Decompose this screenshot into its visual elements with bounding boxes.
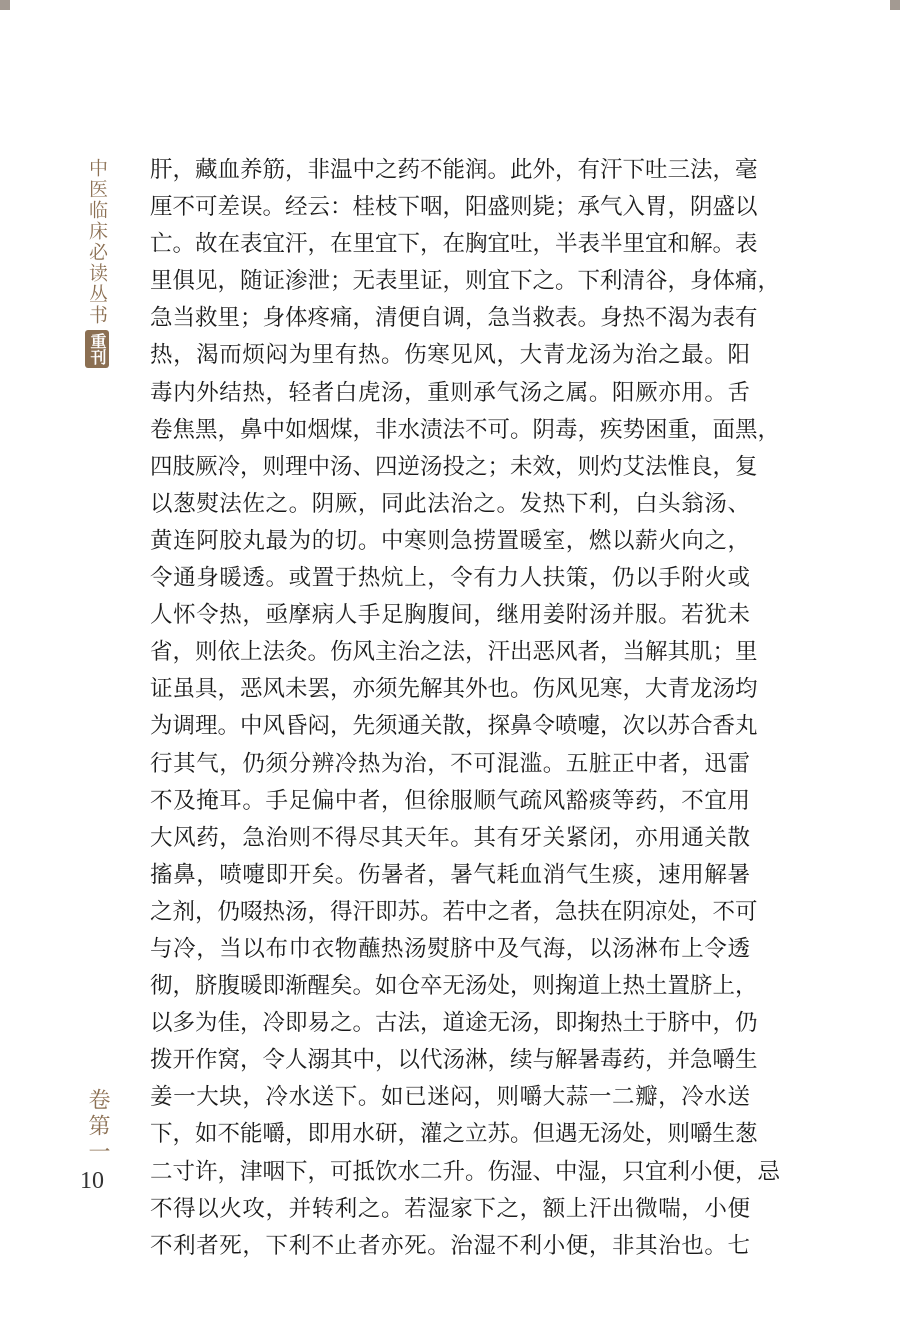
- corner-mark-right: [890, 0, 900, 10]
- text-line: 为调理。中风昏闷，先须通关散，探鼻令喷嚏，次以苏合香丸: [150, 713, 758, 740]
- text-line: 大风药，急治则不得尽其天年。其有牙关紧闭，亦用通关散: [150, 824, 750, 851]
- text-line: 省，则依上法灸。伤风主治之法，汗出恶风者，当解其肌；里: [150, 639, 758, 666]
- text-line: 姜一大块，冷水送下。如已迷闷，则嚼大蒜一二瓣，冷水送: [150, 1084, 750, 1111]
- text-line: 四肢厥冷，则理中汤、四逆汤投之；未效，则灼艾法惟良，复: [150, 453, 758, 480]
- text-line: 行其气，仍须分辨冷热为治，不可混滥。五脏正中者，迅雷: [150, 750, 750, 777]
- text-line: 与冷，当以布巾衣物蘸热汤熨脐中及气海，以汤淋布上令透: [150, 935, 750, 962]
- text-line: 以葱熨法佐之。阴厥，同此法治之。发热下利，白头翁汤、: [150, 490, 750, 517]
- text-line: 肝，藏血养筋，非温中之药不能润。此外，有汗下吐三法，毫: [150, 157, 758, 183]
- text-line: 人怀令热，亟摩病人手足胸腹间，继用姜附汤并服。若犹未: [150, 602, 750, 629]
- text-line: 不及掩耳。手足偏中者，但徐服顺气疏风豁痰等药，不宜用: [150, 787, 750, 814]
- body-text: [150, 152, 781, 1265]
- text-line: 之剂，仍啜热汤，得汗即苏。若中之者，急扶在阴凉处，不可: [150, 898, 758, 925]
- series-seal: 重刊: [85, 330, 109, 368]
- text-line: 证虽具，恶风未罢，亦须先解其外也。伤风见寒，大青龙汤均: [150, 676, 758, 703]
- text-line: 卷焦黑，鼻中如烟煤，非水渍法不可。阴毒，疾势困重，面黑，: [150, 416, 781, 443]
- volume-label: 卷第一: [85, 1088, 110, 1166]
- text-line: 不得以火攻，并转利之。若湿家下之，额上汗出微喘，小便: [150, 1195, 750, 1222]
- text-line: 彻，脐腹暖即渐醒矣。如仓卒无汤处，则掬道上热土置脐上，: [150, 973, 758, 1000]
- text-line: 以多为佳，冷即易之。古法，道途无汤，即掬热土于脐中，仍: [150, 1010, 758, 1037]
- text-line: 黄连阿胶丸最为的切。中寒则急捞置暖室，燃以薪火向之，: [150, 527, 750, 554]
- page-number: 10: [80, 1168, 104, 1194]
- text-line: 热，渴而烦闷为里有热。伤寒见风，大青龙汤为治之最。阳: [150, 342, 750, 369]
- text-line: 搐鼻，喷嚏即开矣。伤暑者，暑气耗血消气生痰，速用解暑: [150, 861, 750, 888]
- series-sidebar: [84, 158, 110, 368]
- text-line: 厘不可差误。经云：桂枝下咽，阳盛则毙；承气入胃，阴盛以: [150, 194, 758, 221]
- text-line: 亡。故在表宜汗，在里宜下，在胸宜吐，半表半里宜和解。表: [150, 231, 758, 258]
- series-title: 中医临床必读丛书: [86, 158, 108, 326]
- text-line: 令通身暖透。或置于热炕上，令有力人扶策，仍以手附火或: [150, 565, 750, 592]
- text-line: 毒内外结热，轻者白虎汤，重则承气汤之属。阳厥亦用。舌: [150, 379, 750, 406]
- text-line: 下，如不能嚼，即用水研，灌之立苏。但遇无汤处，则嚼生葱: [150, 1121, 758, 1148]
- corner-mark-left: [0, 0, 10, 10]
- text-line: 二寸许，津咽下，可抵饮水二升。伤湿、中湿，只宜利小便，忌: [150, 1158, 781, 1185]
- text-line: 拨开作窝，令人溺其中，以代汤淋，续与解暑毒药，并急嚼生: [150, 1047, 758, 1074]
- text-line: 里俱见，随证渗泄；无表里证，则宜下之。下利清谷，身体痛，: [150, 268, 781, 295]
- text-line: 不利者死，下利不止者亦死。治湿不利小便，非其治也。七: [150, 1232, 750, 1259]
- text-line: 急当救里；身体疼痛，清便自调，急当救表。身热不渴为表有: [150, 305, 758, 332]
